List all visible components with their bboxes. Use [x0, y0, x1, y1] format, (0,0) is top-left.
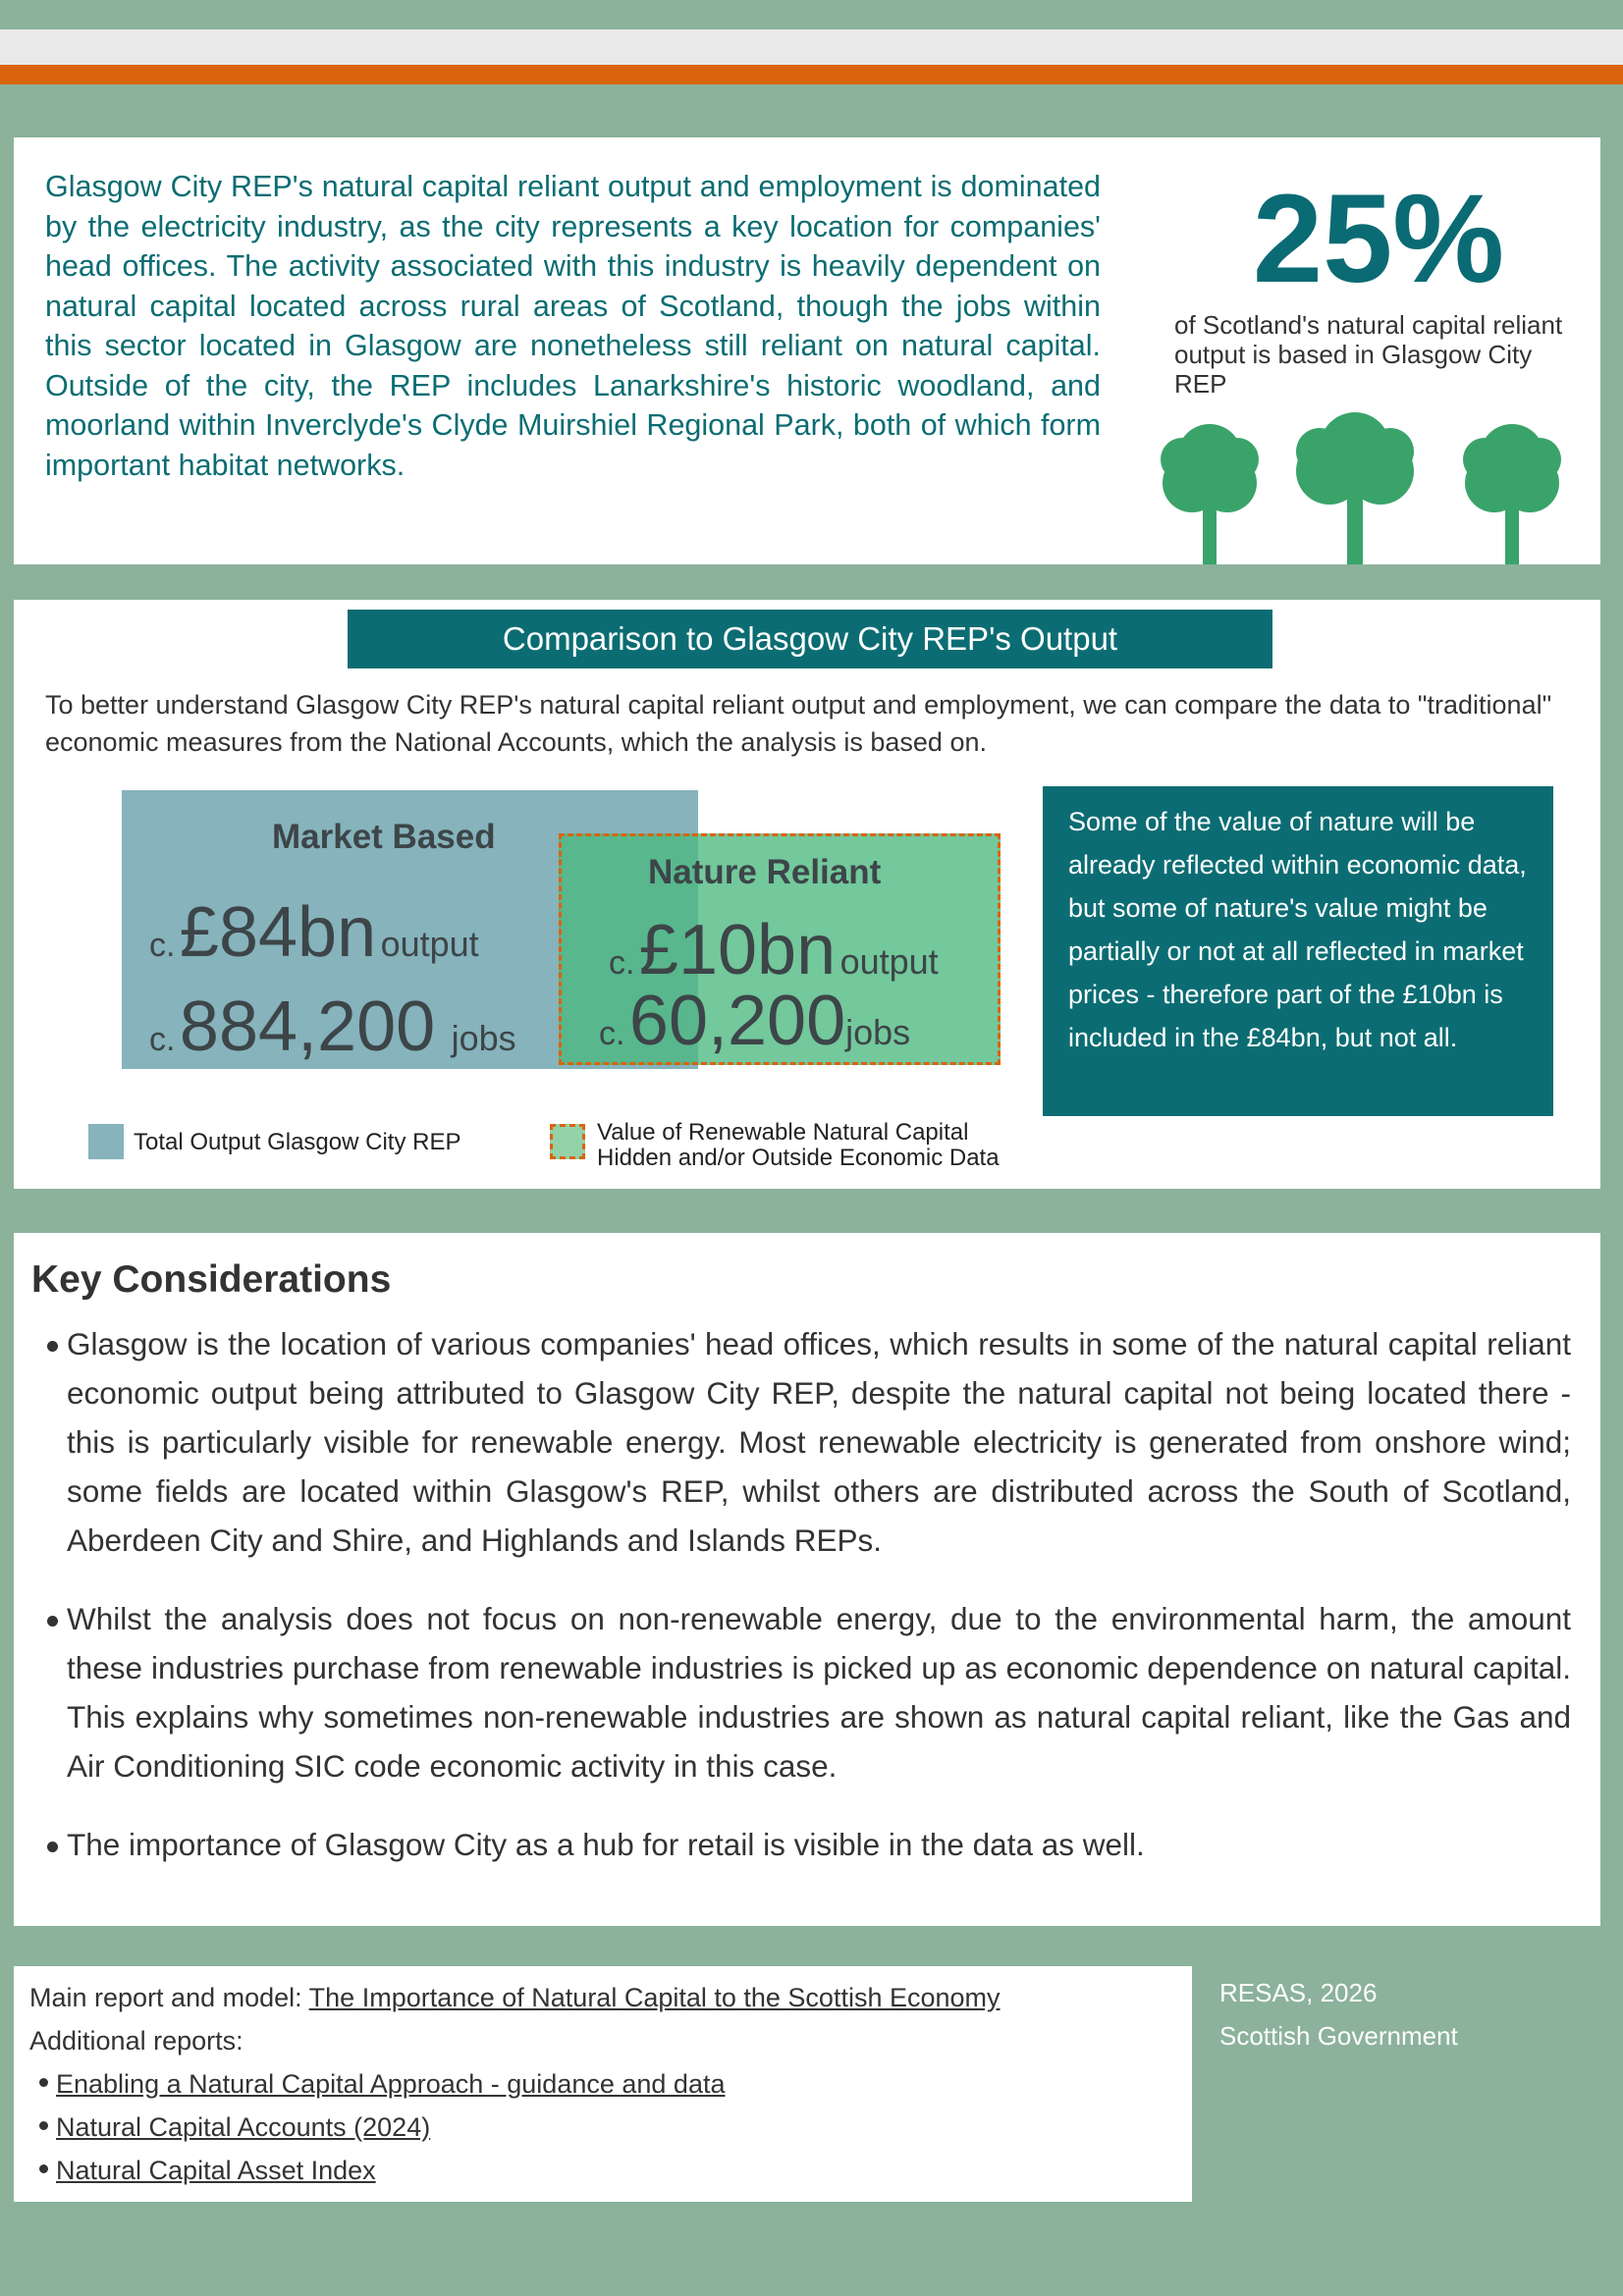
footer-panel: [14, 1966, 1192, 2202]
bullet-icon: [47, 1842, 58, 1852]
legend-swatch-nature: [550, 1124, 585, 1159]
tree-icon: [1296, 412, 1414, 564]
tree-icon: [1161, 424, 1259, 564]
trees-illustration: [1133, 412, 1595, 564]
bullet-icon: [47, 1341, 58, 1352]
credit-organisation: Scottish Government: [1219, 2021, 1458, 2051]
nature-jobs-figure: c. 60,200jobs: [599, 982, 911, 1060]
credit-year: RESAS, 2026: [1219, 1978, 1378, 2007]
market-output-value: £84bn: [179, 893, 377, 972]
link-natural-capital-accounts[interactable]: Natural Capital Accounts (2024): [56, 2112, 431, 2142]
bullet-icon: [39, 2164, 48, 2173]
additional-reports-label: Additional reports:: [29, 2026, 243, 2056]
tree-icon: [1463, 424, 1561, 564]
comparison-intro: To better understand Glasgow City REP's natural capital reliant output and employment, we can compare the data to "traditional" economic measures from the National Accounts, which the analysis is based on.: [45, 690, 1552, 757]
link-natural-capital-asset-index[interactable]: Natural Capital Asset Index: [56, 2156, 376, 2185]
list-item: Glasgow is the location of various companies' head offices, which results in some of the natural capital reliant economic output being attributed to Glasgow City REP, despite the natural capital not being located there - this is particularly visible for renewable energy. Most renewable electricity is generated from onshore wind; some fields are located within Glasgow's REP, whilst others are distributed across the South of Scotland, Aberdeen City and Shire, and Highlands and Islands REPs.: [33, 1319, 1571, 1565]
main-report-line: Main report and model: The Importance of Natural Capital to the Scottish Economy: [29, 1983, 1001, 2012]
legend-label-total: Total Output Glasgow City REP: [134, 1129, 461, 1155]
comparison-panel: [14, 600, 1600, 1189]
top-band-grey: [0, 29, 1623, 65]
list-item: Whilst the analysis does not focus on non-renewable energy, due to the environmental harm, the amount these industries purchase from renewable industries is picked up as economic dependence on natural capital. This explains why sometimes non-renewable industries are shown as natural capital reliant, like the Gas and Air Conditioning SIC code economic activity in this case.: [33, 1594, 1571, 1790]
market-based-title: Market Based: [272, 818, 496, 856]
market-output-figure: c. £84bn output: [149, 893, 479, 972]
list-item: [29, 2111, 430, 2143]
stat-caption: of Scotland's natural capital reliant output is based in Glasgow City REP: [1174, 310, 1563, 399]
bullet-icon: [39, 2078, 48, 2087]
comparison-title: Comparison to Glasgow City REP's Output: [348, 610, 1272, 668]
key-considerations-panel: [14, 1233, 1600, 1926]
legend-swatch-total: [88, 1124, 124, 1159]
top-band-orange: [0, 65, 1623, 84]
stat-value: 25%: [1252, 169, 1505, 309]
considerations-list: [33, 1319, 1571, 1898]
list-item: [29, 2155, 376, 2186]
nature-reliant-title: Nature Reliant: [648, 853, 882, 891]
market-jobs-figure: c. 884,200 jobs: [149, 988, 516, 1066]
main-report-link[interactable]: The Importance of Natural Capital to the Scottish Economy: [308, 1983, 1001, 2012]
nature-output-figure: c. £10bn output: [609, 911, 939, 989]
nature-jobs-value: 60,200: [628, 982, 846, 1060]
intro-text: Glasgow City REP's natural capital reliant output and employment is dominated by the electricity industry, as the city represents a key location for companies' head offices. The activity associated with this industry is heavily dependent on natural capital located across rural areas of Scotland, though the jobs within this sector located in Glasgow are nonetheless still reliant on natural capital. Outside of the city, the REP includes Lanarkshire's historic woodland, and moorland within Inverclyde's Clyde Muirshiel Regional Park, both of which form important habitat networks.: [45, 170, 1101, 482]
bullet-icon: [47, 1616, 58, 1627]
credit: [1219, 1971, 1458, 2057]
list-item: [29, 2068, 725, 2100]
list-item: The importance of Glasgow City as a hub for retail is visible in the data as well.: [33, 1820, 1571, 1869]
intro-panel: [14, 137, 1600, 564]
key-considerations-heading: Key Considerations: [31, 1258, 392, 1301]
note-box: Some of the value of nature will be already reflected within economic data, but some of nature's value might be partially or not at all reflected in market prices - therefore part of the £10bn is included in the £84bn, but not all.: [1043, 786, 1553, 1116]
bullet-icon: [39, 2121, 48, 2130]
nature-output-value: £10bn: [638, 911, 837, 989]
market-jobs-value: 884,200: [179, 988, 436, 1066]
link-natural-capital-approach[interactable]: Enabling a Natural Capital Approach - guidance and data: [56, 2069, 726, 2099]
legend-label-nature: Value of Renewable Natural Capital Hidden and/or Outside Economic Data: [597, 1119, 1000, 1171]
